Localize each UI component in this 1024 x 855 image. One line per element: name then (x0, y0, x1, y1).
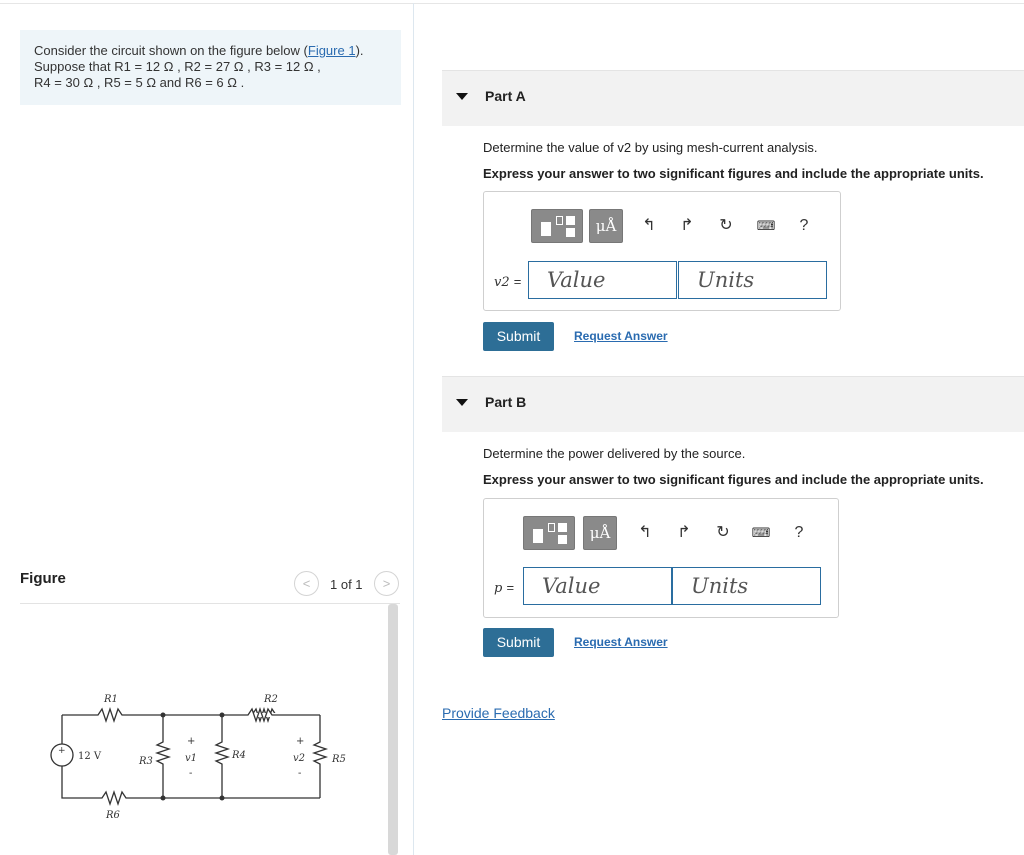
node-dot (161, 713, 166, 718)
r6-label: R6 (106, 810, 120, 821)
part-a-submit-button[interactable]: Submit (483, 322, 554, 351)
units-icon[interactable]: μÅ (589, 209, 623, 243)
figure-title: Figure (20, 570, 66, 587)
part-a-units-input[interactable]: Units (678, 261, 827, 299)
r1-label: R1 (104, 694, 118, 705)
r3-label: R3 (139, 756, 153, 767)
redo-icon[interactable]: ↱ (680, 217, 694, 234)
part-b-units-input[interactable]: Units (672, 567, 821, 605)
node-dot (220, 796, 225, 801)
reset-icon[interactable]: ↻ (719, 217, 733, 234)
node-dot (220, 713, 225, 718)
v2-minus: - (298, 768, 302, 779)
part-b-submit-button[interactable]: Submit (483, 628, 554, 657)
part-b-header[interactable] (442, 376, 1024, 432)
part-b-question: Determine the power delivered by the source. (483, 446, 746, 461)
figure-link[interactable]: Figure 1 (307, 43, 356, 58)
templates-icon[interactable] (523, 516, 575, 550)
v1-label: v1 (185, 753, 198, 764)
keyboard-icon[interactable]: ⌨ (756, 218, 776, 233)
circuit-diagram (40, 680, 346, 830)
v1-minus: - (189, 768, 193, 779)
part-a-value-input[interactable]: Value (528, 261, 677, 299)
r4-label: R4 (232, 750, 246, 761)
templates-icon[interactable] (531, 209, 583, 243)
figure-prev-button[interactable] (294, 571, 319, 596)
v1-plus: + (187, 736, 196, 747)
source-plus: + (58, 746, 66, 756)
figure-rule (20, 603, 400, 604)
figure-next-button[interactable] (374, 571, 399, 596)
chevron-right-icon: > (382, 576, 391, 591)
part-b-request-answer-link[interactable]: Request Answer (574, 635, 668, 649)
part-a-instruction: Express your answer to two significant figures and include the appropriate units. (483, 166, 984, 181)
provide-feedback-link[interactable]: Provide Feedback (442, 705, 555, 721)
chevron-left-icon: < (302, 576, 311, 591)
collapse-triangle-icon[interactable] (456, 399, 468, 406)
figure-pager: 1 of 1 (330, 577, 363, 592)
part-b-label: Part B (485, 394, 527, 410)
source-label: 12 V (78, 751, 102, 762)
part-a-request-answer-link[interactable]: Request Answer (574, 329, 668, 343)
problem-statement (20, 30, 401, 105)
undo-icon[interactable]: ↰ (638, 524, 652, 541)
help-icon[interactable]: ? (794, 524, 804, 541)
v2-plus: + (296, 736, 305, 747)
problem-line-3: R4 = 30 Ω , R5 = 5 Ω and R6 = 6 Ω . (34, 75, 245, 90)
reset-icon[interactable]: ↻ (716, 524, 730, 541)
redo-icon[interactable]: ↱ (677, 524, 691, 541)
problem-line-1: Consider the circuit shown on the figure below (Figure 1). (34, 43, 364, 58)
part-a-label: Part A (485, 88, 526, 104)
r2-label: R2 (264, 694, 278, 705)
keyboard-icon[interactable]: ⌨ (751, 525, 771, 540)
v2-label: v2 (293, 753, 306, 764)
pane-divider (413, 3, 414, 855)
part-a-variable-label: v2 = (494, 274, 522, 290)
part-a-answer-box (483, 191, 841, 311)
figure-scrollbar[interactable] (388, 604, 398, 855)
help-icon[interactable]: ? (799, 217, 809, 234)
problem-line-2: Suppose that R1 = 12 Ω , R2 = 27 Ω , R3 = 12 Ω , (34, 59, 321, 74)
part-b-instruction: Express your answer to two significant figures and include the appropriate units. (483, 472, 984, 487)
part-b-answer-box (483, 498, 839, 618)
part-b-variable-label: p = (494, 580, 515, 596)
node-dot (161, 796, 166, 801)
part-a-header[interactable] (442, 70, 1024, 126)
part-b-value-input[interactable]: Value (523, 567, 672, 605)
undo-icon[interactable]: ↰ (642, 217, 656, 234)
collapse-triangle-icon[interactable] (456, 93, 468, 100)
units-icon[interactable]: μÅ (583, 516, 617, 550)
part-a-question: Determine the value of v2 by using mesh-current analysis. (483, 140, 818, 155)
top-rule (0, 3, 1024, 4)
r5-label: R5 (332, 754, 346, 765)
